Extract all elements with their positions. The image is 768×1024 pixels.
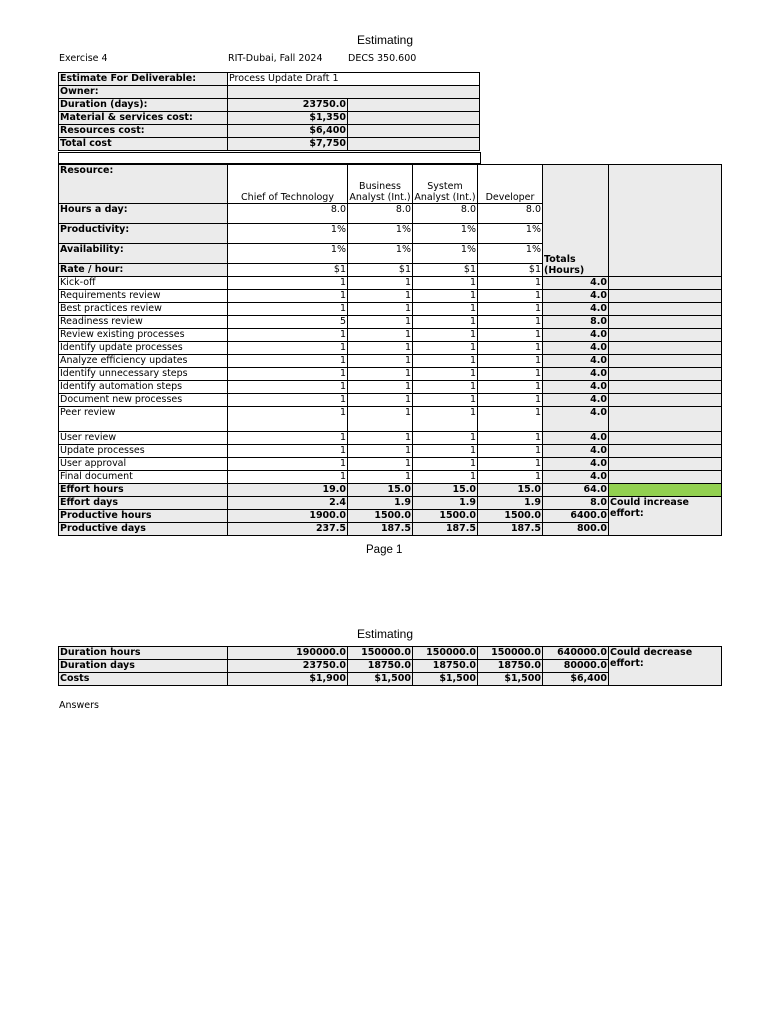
task-value: 1 xyxy=(348,368,413,381)
param-label: Rate / hour: xyxy=(59,264,228,277)
task-value: 1 xyxy=(478,432,543,445)
task-total: 4.0 xyxy=(543,471,609,484)
task-value: 1 xyxy=(348,445,413,458)
summary-row xyxy=(59,138,480,151)
task-name: Best practices review xyxy=(59,303,228,316)
duration-value: 18750.0 xyxy=(348,660,413,673)
task-blank xyxy=(609,381,722,394)
task-name: Final document xyxy=(59,471,228,484)
blank-right-cell xyxy=(609,165,722,277)
param-value: 1% xyxy=(413,244,478,264)
duration-value: $1,500 xyxy=(478,673,543,686)
task-total: 4.0 xyxy=(543,432,609,445)
summary-label: Duration (days): xyxy=(59,99,228,112)
task-value: 1 xyxy=(413,316,478,329)
effort-value: 1.9 xyxy=(348,497,413,510)
task-value: 1 xyxy=(478,303,543,316)
task-name: Kick-off xyxy=(59,277,228,290)
task-row xyxy=(59,432,722,445)
duration-value: 23750.0 xyxy=(228,660,348,673)
param-value: 1% xyxy=(348,224,413,244)
summary-value: $6,400 xyxy=(228,125,348,138)
task-blank xyxy=(609,290,722,303)
task-blank xyxy=(609,394,722,407)
task-name: Peer review xyxy=(59,407,228,432)
duration-total: 640000.0 xyxy=(543,647,609,660)
effort-value: 1.9 xyxy=(478,497,543,510)
task-total: 4.0 xyxy=(543,303,609,316)
task-row xyxy=(59,342,722,355)
effort-total: 8.0 xyxy=(543,497,609,510)
duration-total: $6,400 xyxy=(543,673,609,686)
task-total: 4.0 xyxy=(543,407,609,432)
task-value: 1 xyxy=(228,458,348,471)
task-value: 1 xyxy=(413,381,478,394)
task-total: 4.0 xyxy=(543,355,609,368)
task-total: 4.0 xyxy=(543,381,609,394)
task-row xyxy=(59,381,722,394)
task-name: Update processes xyxy=(59,445,228,458)
duration-total: 80000.0 xyxy=(543,660,609,673)
resource-header: System Analyst (Int.) xyxy=(413,165,478,204)
effort-value: 1900.0 xyxy=(228,510,348,523)
effort-value: 19.0 xyxy=(228,484,348,497)
course-label: RIT-Dubai, Fall 2024 xyxy=(228,53,323,64)
summary-value xyxy=(228,86,480,99)
task-total: 4.0 xyxy=(543,277,609,290)
param-value: 1% xyxy=(228,224,348,244)
param-value: $1 xyxy=(413,264,478,277)
summary-row xyxy=(59,112,480,125)
task-value: 1 xyxy=(348,394,413,407)
summary-spacer xyxy=(348,138,480,151)
page-title: Estimating xyxy=(357,33,414,47)
task-value: 1 xyxy=(348,381,413,394)
duration-label: Duration days xyxy=(59,660,228,673)
page-footer: Page 1 xyxy=(366,544,403,556)
task-blank xyxy=(609,355,722,368)
task-value: 1 xyxy=(348,407,413,432)
task-blank xyxy=(609,329,722,342)
task-value: 1 xyxy=(348,290,413,303)
duration-value: 18750.0 xyxy=(413,660,478,673)
task-value: 1 xyxy=(348,471,413,484)
task-name: User review xyxy=(59,432,228,445)
duration-value: $1,900 xyxy=(228,673,348,686)
effort-value: 1500.0 xyxy=(478,510,543,523)
effort-value: 2.4 xyxy=(228,497,348,510)
task-value: 1 xyxy=(413,407,478,432)
param-value: 8.0 xyxy=(413,204,478,224)
task-name: Identify automation steps xyxy=(59,381,228,394)
summary-value: 23750.0 xyxy=(228,99,348,112)
summary-value: Process Update Draft 1 xyxy=(228,73,480,86)
task-total: 4.0 xyxy=(543,445,609,458)
task-total: 4.0 xyxy=(543,329,609,342)
task-value: 1 xyxy=(478,355,543,368)
task-value: 1 xyxy=(478,458,543,471)
totals-header-cell xyxy=(543,165,609,277)
effort-value: 15.0 xyxy=(413,484,478,497)
task-value: 1 xyxy=(228,394,348,407)
task-blank xyxy=(609,316,722,329)
param-label: Hours a day: xyxy=(59,204,228,224)
task-value: 1 xyxy=(348,458,413,471)
task-value: 1 xyxy=(348,432,413,445)
task-value: 1 xyxy=(348,303,413,316)
duration-value: 150000.0 xyxy=(413,647,478,660)
summary-row xyxy=(59,86,480,99)
task-value: 1 xyxy=(348,329,413,342)
task-row xyxy=(59,394,722,407)
task-blank xyxy=(609,368,722,381)
effort-value: 1500.0 xyxy=(413,510,478,523)
summary-table xyxy=(58,72,480,151)
task-row xyxy=(59,277,722,290)
duration-value: 150000.0 xyxy=(478,647,543,660)
task-value: 5 xyxy=(228,316,348,329)
task-total: 8.0 xyxy=(543,316,609,329)
resource-label: Resource: xyxy=(59,165,228,204)
param-value: $1 xyxy=(478,264,543,277)
task-value: 1 xyxy=(228,329,348,342)
summary-label: Owner: xyxy=(59,86,228,99)
param-value: 8.0 xyxy=(348,204,413,224)
task-blank xyxy=(609,342,722,355)
task-name: Requirements review xyxy=(59,290,228,303)
param-label: Productivity: xyxy=(59,224,228,244)
task-total: 4.0 xyxy=(543,290,609,303)
effort-value: 1500.0 xyxy=(348,510,413,523)
task-blank xyxy=(609,445,722,458)
param-value: 1% xyxy=(348,244,413,264)
effort-total: 800.0 xyxy=(543,523,609,536)
summary-label: Resources cost: xyxy=(59,125,228,138)
task-value: 1 xyxy=(478,316,543,329)
task-name: User approval xyxy=(59,458,228,471)
effort-label: Productive hours xyxy=(59,510,228,523)
task-name: Readiness review xyxy=(59,316,228,329)
task-name: Identify update processes xyxy=(59,342,228,355)
effort-label: Effort days xyxy=(59,497,228,510)
task-value: 1 xyxy=(348,355,413,368)
task-blank xyxy=(609,458,722,471)
summary-label: Total cost xyxy=(59,138,228,151)
param-value: 1% xyxy=(413,224,478,244)
task-value: 1 xyxy=(478,471,543,484)
task-name: Document new processes xyxy=(59,394,228,407)
resource-table xyxy=(58,164,722,536)
duration-label: Duration hours xyxy=(59,647,228,660)
task-value: 1 xyxy=(413,329,478,342)
task-value: 1 xyxy=(228,342,348,355)
task-value: 1 xyxy=(478,445,543,458)
effort-value: 15.0 xyxy=(478,484,543,497)
effort-value: 1.9 xyxy=(413,497,478,510)
task-value: 1 xyxy=(413,445,478,458)
duration-row xyxy=(59,647,722,660)
task-value: 1 xyxy=(228,368,348,381)
param-value: $1 xyxy=(348,264,413,277)
duration-label: Costs xyxy=(59,673,228,686)
param-value: $1 xyxy=(228,264,348,277)
task-total: 4.0 xyxy=(543,394,609,407)
task-value: 1 xyxy=(348,316,413,329)
exercise-label: Exercise 4 xyxy=(59,53,108,64)
summary-value: $7,750 xyxy=(228,138,348,151)
task-row xyxy=(59,355,722,368)
task-value: 1 xyxy=(228,355,348,368)
task-blank xyxy=(609,432,722,445)
task-blank xyxy=(609,277,722,290)
task-name: Identify unnecessary steps xyxy=(59,368,228,381)
answers-label: Answers xyxy=(59,700,99,711)
param-label: Availability: xyxy=(59,244,228,264)
task-value: 1 xyxy=(228,381,348,394)
section-label: DECS 350.600 xyxy=(348,53,417,64)
summary-row xyxy=(59,99,480,112)
task-row xyxy=(59,407,722,432)
task-value: 1 xyxy=(413,432,478,445)
page2-title: Estimating xyxy=(357,627,414,641)
task-value: 1 xyxy=(413,368,478,381)
resource-header: Chief of Technology xyxy=(228,165,348,204)
effort-value: 15.0 xyxy=(348,484,413,497)
task-value: 1 xyxy=(413,458,478,471)
task-value: 1 xyxy=(413,277,478,290)
duration-value: 190000.0 xyxy=(228,647,348,660)
summary-row xyxy=(59,73,480,86)
summary-spacer xyxy=(348,112,480,125)
task-value: 1 xyxy=(413,471,478,484)
task-value: 1 xyxy=(413,342,478,355)
task-total: 4.0 xyxy=(543,368,609,381)
summary-label: Estimate For Deliverable: xyxy=(59,73,228,86)
task-row xyxy=(59,445,722,458)
task-value: 1 xyxy=(228,277,348,290)
task-row xyxy=(59,458,722,471)
param-value: 1% xyxy=(228,244,348,264)
effort-value: 187.5 xyxy=(348,523,413,536)
task-value: 1 xyxy=(228,303,348,316)
effort-total: 64.0 xyxy=(543,484,609,497)
task-blank xyxy=(609,471,722,484)
task-value: 1 xyxy=(478,277,543,290)
param-value: 8.0 xyxy=(228,204,348,224)
task-value: 1 xyxy=(228,407,348,432)
duration-value: $1,500 xyxy=(413,673,478,686)
task-value: 1 xyxy=(478,394,543,407)
param-value: 8.0 xyxy=(478,204,543,224)
resource-header: Developer xyxy=(478,165,543,204)
summary-label: Material & services cost: xyxy=(59,112,228,125)
task-value: 1 xyxy=(478,290,543,303)
effort-value: 237.5 xyxy=(228,523,348,536)
task-value: 1 xyxy=(413,394,478,407)
effort-highlight xyxy=(609,484,722,497)
effort-total: 6400.0 xyxy=(543,510,609,523)
effort-value: 187.5 xyxy=(413,523,478,536)
duration-value: 150000.0 xyxy=(348,647,413,660)
spacer-row xyxy=(58,152,481,164)
task-value: 1 xyxy=(348,342,413,355)
totals-header: Totals (Hours) xyxy=(544,254,585,276)
task-value: 1 xyxy=(413,355,478,368)
effort-row xyxy=(59,484,722,497)
task-value: 1 xyxy=(478,368,543,381)
duration-table xyxy=(58,646,722,686)
param-value: 1% xyxy=(478,244,543,264)
task-rows xyxy=(59,277,722,484)
task-value: 1 xyxy=(478,407,543,432)
decrease-note: Could decrease effort: xyxy=(609,647,722,686)
task-value: 1 xyxy=(228,432,348,445)
task-row xyxy=(59,316,722,329)
param-value: 1% xyxy=(478,224,543,244)
task-value: 1 xyxy=(478,381,543,394)
duration-value: $1,500 xyxy=(348,673,413,686)
task-row xyxy=(59,471,722,484)
effort-label: Productive days xyxy=(59,523,228,536)
effort-value: 187.5 xyxy=(478,523,543,536)
effort-row xyxy=(59,497,722,510)
task-value: 1 xyxy=(348,277,413,290)
task-name: Review existing processes xyxy=(59,329,228,342)
summary-row xyxy=(59,125,480,138)
effort-rows xyxy=(59,484,722,536)
task-total: 4.0 xyxy=(543,342,609,355)
task-row xyxy=(59,290,722,303)
task-value: 1 xyxy=(228,290,348,303)
task-blank xyxy=(609,407,722,432)
summary-spacer xyxy=(348,125,480,138)
task-blank xyxy=(609,303,722,316)
task-value: 1 xyxy=(413,303,478,316)
effort-label: Effort hours xyxy=(59,484,228,497)
task-row xyxy=(59,368,722,381)
task-total: 4.0 xyxy=(543,458,609,471)
task-row xyxy=(59,329,722,342)
task-row xyxy=(59,303,722,316)
task-value: 1 xyxy=(478,329,543,342)
resource-header: Business Analyst (Int.) xyxy=(348,165,413,204)
summary-value: $1,350 xyxy=(228,112,348,125)
task-value: 1 xyxy=(228,445,348,458)
task-name: Analyze efficiency updates xyxy=(59,355,228,368)
duration-value: 18750.0 xyxy=(478,660,543,673)
task-value: 1 xyxy=(413,290,478,303)
task-value: 1 xyxy=(228,471,348,484)
resource-header-row xyxy=(59,165,722,204)
increase-note: Could increase effort: xyxy=(609,497,722,536)
summary-spacer xyxy=(348,99,480,112)
task-value: 1 xyxy=(478,342,543,355)
